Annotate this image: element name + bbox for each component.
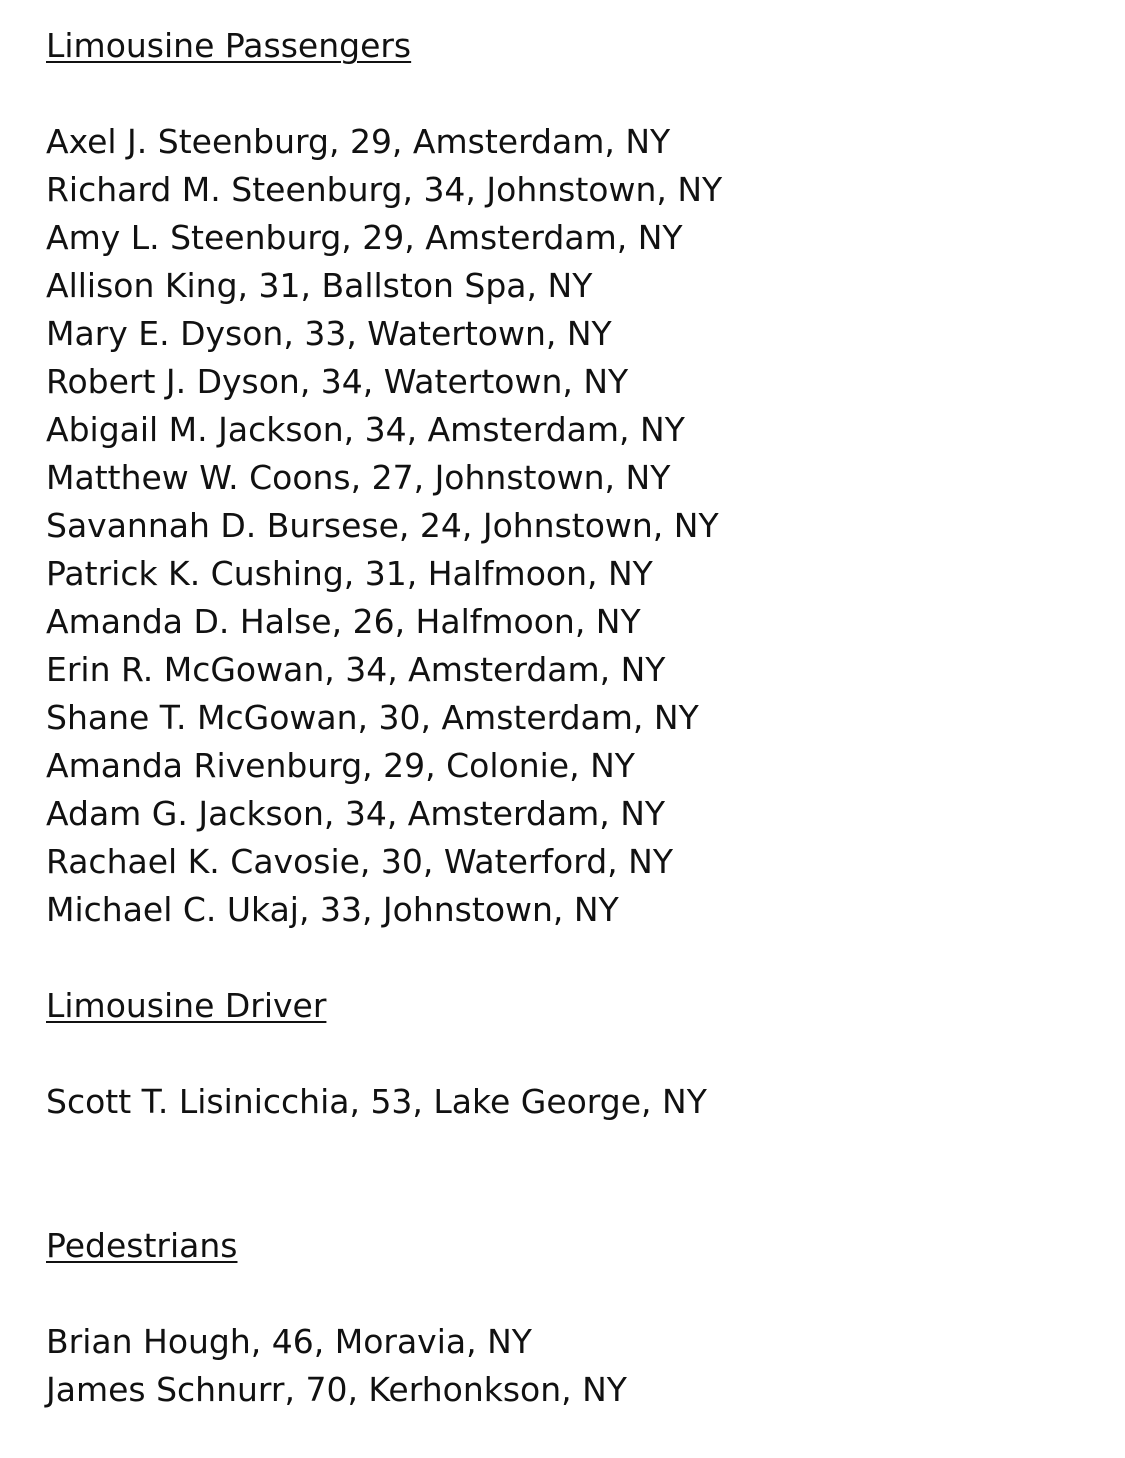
list-item: Adam G. Jackson, 34, Amsterdam, NY: [46, 794, 666, 833]
passengers-list: [46, 118, 1106, 934]
spacer: [46, 934, 1106, 982]
list-item: Erin R. McGowan, 34, Amsterdam, NY: [46, 650, 666, 689]
spacer: [46, 1126, 1106, 1222]
list-item: Savannah D. Bursese, 24, Johnstown, NY: [46, 506, 719, 545]
list-item: Abigail M. Jackson, 34, Amsterdam, NY: [46, 410, 685, 449]
pedestrians-heading: Pedestrians: [46, 1226, 238, 1265]
list-item: Allison King, 31, Ballston Spa, NY: [46, 266, 593, 305]
list-item: Richard M. Steenburg, 34, Johnstown, NY: [46, 170, 723, 209]
list-item: Patrick K. Cushing, 31, Halfmoon, NY: [46, 554, 653, 593]
list-item: Amy L. Steenburg, 29, Amsterdam, NY: [46, 218, 683, 257]
list-item: Brian Hough, 46, Moravia, NY: [46, 1322, 532, 1361]
list-item: James Schnurr, 70, Kerhonkson, NY: [46, 1370, 627, 1409]
driver-list: [46, 1078, 1106, 1126]
list-item: Robert J. Dyson, 34, Watertown, NY: [46, 362, 629, 401]
list-item: Mary E. Dyson, 33, Watertown, NY: [46, 314, 612, 353]
list-item: Amanda D. Halse, 26, Halfmoon, NY: [46, 602, 641, 641]
list-item: Matthew W. Coons, 27, Johnstown, NY: [46, 458, 671, 497]
list-item: Michael C. Ukaj, 33, Johnstown, NY: [46, 890, 619, 929]
list-item: Scott T. Lisinicchia, 53, Lake George, NY: [46, 1082, 707, 1121]
spacer: [46, 1030, 1106, 1078]
spacer: [46, 1270, 1106, 1318]
pedestrians-list: [46, 1318, 1106, 1414]
list-item: Amanda Rivenburg, 29, Colonie, NY: [46, 746, 635, 785]
victims-list-document: [46, 22, 1106, 1414]
driver-heading: Limousine Driver: [46, 986, 327, 1025]
spacer: [46, 70, 1106, 118]
list-item: Shane T. McGowan, 30, Amsterdam, NY: [46, 698, 699, 737]
list-item: Rachael K. Cavosie, 30, Waterford, NY: [46, 842, 673, 881]
list-item: Axel J. Steenburg, 29, Amsterdam, NY: [46, 122, 671, 161]
passengers-heading: Limousine Passengers: [46, 26, 412, 65]
